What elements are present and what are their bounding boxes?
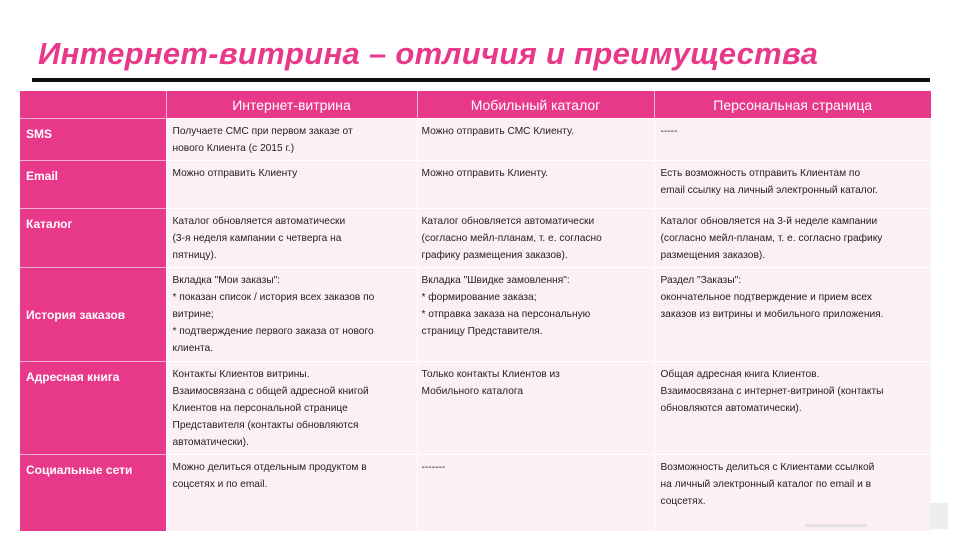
table-cell: Можно отправить СМС Клиенту.: [417, 119, 654, 161]
table-cell: Возможность делиться с Клиентами ссылкой на личный электронный каталог по email и в соцсетях.: [654, 455, 931, 531]
row-label-order-history: История заказов: [20, 268, 166, 362]
table-cell: Каталог обновляется на 3-й неделе кампании (согласно мейл-планам, т. е. согласно графику размещения заказов).: [654, 209, 931, 268]
comparison-table: [20, 91, 932, 531]
table-cell: Можно делиться отдельным продуктом в соцсетях и по email.: [166, 455, 417, 531]
header-mobile-catalog: Мобильный каталог: [417, 91, 654, 119]
row-label-social-networks: Социальные сети: [20, 455, 166, 531]
row-label-email: Email: [20, 161, 166, 209]
table-row: [20, 268, 931, 362]
table-header-row: [20, 91, 931, 119]
slide-title: Интернет-витрина – отличия и преимущества: [38, 36, 819, 71]
row-label-address-book: Адресная книга: [20, 362, 166, 455]
table-cell: Только контакты Клиентов из Мобильного каталога: [417, 362, 654, 455]
table-row: [20, 161, 931, 209]
header-corner: [20, 91, 166, 119]
table-cell: Контакты Клиентов витрины. Взаимосвязана с общей адресной книгой Клиентов на персональной странице Представителя (контакты обновляются автоматически).: [166, 362, 417, 455]
header-internet-showcase: Интернет-витрина: [166, 91, 417, 119]
table-cell: Раздел "Заказы": окончательное подтверждение и прием всех заказов из витрины и мобильного приложения.: [654, 268, 931, 362]
table-cell: -------: [417, 455, 654, 531]
table-row: [20, 455, 931, 531]
table-cell: Есть возможность отправить Клиентам по email ссылку на личный электронный каталог.: [654, 161, 931, 209]
table-cell: Получаете СМС при первом заказе от нового Клиента (с 2015 г.): [166, 119, 417, 161]
title-underline: [32, 78, 930, 82]
table-row: [20, 119, 931, 161]
table-cell: Каталог обновляется автоматически (3-я неделя кампании с четверга на пятницу).: [166, 209, 417, 268]
table-cell: Общая адресная книга Клиентов. Взаимосвязана с интернет-витриной (контакты обновляются автоматически).: [654, 362, 931, 455]
table-row: [20, 209, 931, 268]
table-row: [20, 362, 931, 455]
table-cell: Можно отправить Клиенту: [166, 161, 417, 209]
table-cell: -----: [654, 119, 931, 161]
corner-decoration: [930, 503, 948, 529]
row-label-sms: SMS: [20, 119, 166, 161]
table-cell: Можно отправить Клиенту.: [417, 161, 654, 209]
table-cell: Вкладка "Мои заказы": * показан список / история всех заказов по витрине; * подтверждение первого заказа от нового клиента.: [166, 268, 417, 362]
footer-line-decoration: [805, 524, 867, 527]
header-personal-page: Персональная страница: [654, 91, 931, 119]
row-label-catalog: Каталог: [20, 209, 166, 268]
table-cell: Вкладка "Швидке замовлення": * формирование заказа; * отправка заказа на персональную страницу Представителя.: [417, 268, 654, 362]
table-cell: Каталог обновляется автоматически (согласно мейл-планам, т. е. согласно графику размещения заказов).: [417, 209, 654, 268]
